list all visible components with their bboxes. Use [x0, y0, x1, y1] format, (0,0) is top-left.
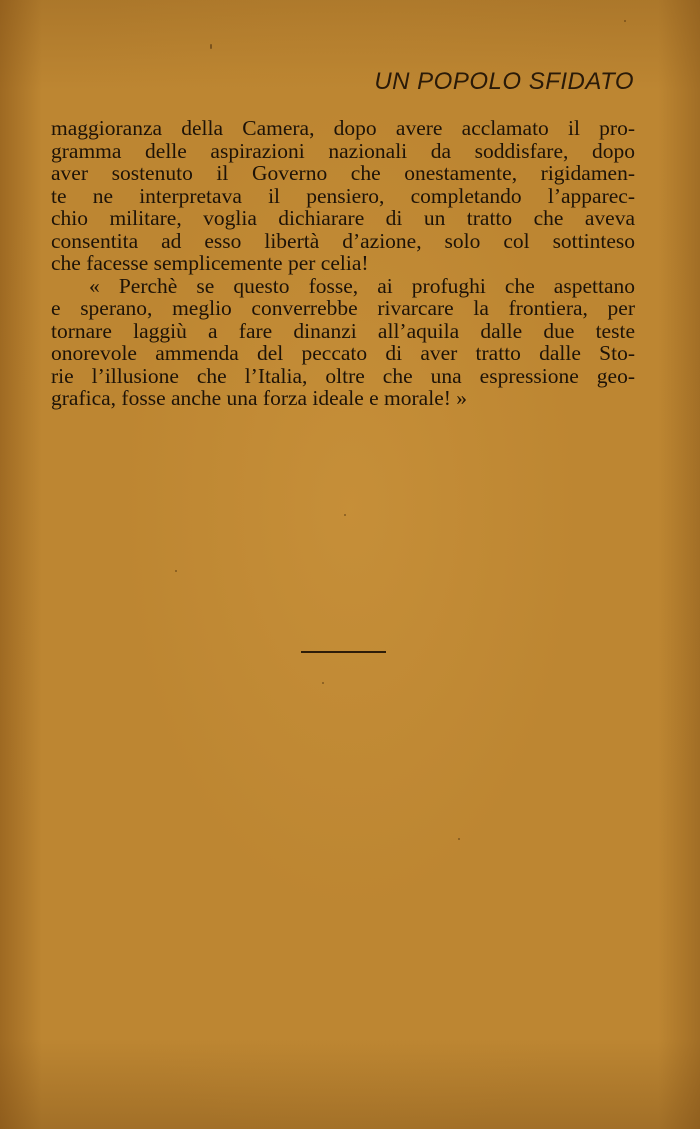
text-line: rie l’illusione che l’Italia, oltre che una espressione geo-	[51, 363, 635, 388]
text-line: aver sostenuto il Governo che onestamente, rigidamen-	[51, 161, 635, 185]
text-line: onorevole ammenda del peccato di aver tratto dalle Sto-	[51, 341, 635, 365]
ink-speck	[175, 570, 177, 572]
ink-speck	[344, 514, 346, 516]
ink-speck	[322, 682, 324, 684]
running-head: UN POPOLO SFIDATO	[374, 68, 634, 95]
body-text	[51, 117, 635, 410]
text-line: gramma delle aspirazioni nazionali da soddisfare, dopo	[51, 138, 635, 163]
text-line: te ne interpretava il pensiero, completando l’apparec-	[51, 183, 635, 208]
section-divider	[301, 651, 386, 653]
text-line: che facesse semplicemente per celia!	[51, 251, 369, 275]
text-line: « Perchè se questo fosse, ai profughi che aspettano	[89, 273, 635, 298]
text-line: grafica, fosse anche una forza ideale e morale! »	[51, 386, 468, 410]
text-line: maggioranza della Camera, dopo avere acclamato il pro-	[51, 116, 635, 140]
ink-speck	[458, 838, 460, 840]
ink-speck	[624, 20, 626, 22]
text-line: chio militare, voglia dichiarare di un tratto che aveva	[51, 206, 635, 230]
text-line: e sperano, meglio converrebbe rivarcare la frontiera, per	[51, 296, 635, 320]
text-line: consentita ad esso libertà d’azione, solo col sottinteso	[51, 228, 635, 253]
text-line: tornare laggiù a fare dinanzi all’aquila dalle due teste	[51, 318, 635, 343]
ink-speck	[210, 44, 212, 49]
